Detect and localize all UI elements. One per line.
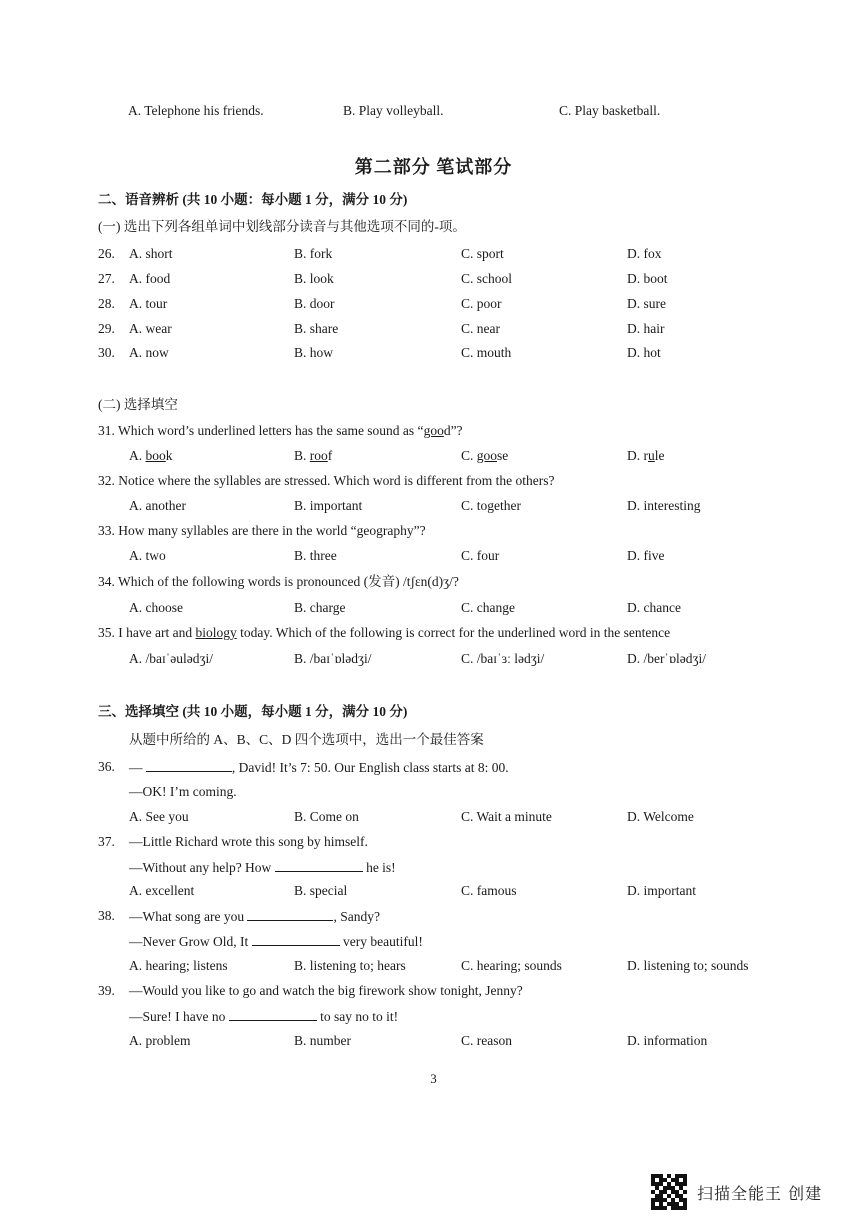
option-c: C. poor [461,296,502,311]
question-35-options [0,649,867,669]
option-d: D. chance [627,600,681,615]
question-31-options [0,446,867,466]
question-27: 27. A. food B. look C. school D. boot [0,269,867,289]
question-33-options [0,546,867,566]
question-39-options [0,1031,867,1051]
option-c: C. /baɪˈɜː lədʒi/ [461,651,545,666]
option-d: D. fox [627,246,662,261]
option-d: D. boot [627,271,668,286]
option-c: C. sport [461,246,504,261]
option-a: A. tour [129,296,168,311]
option-b: B. listening to; hears [294,958,406,973]
question-28: 28. A. tour B. door C. poor D. sure [0,294,867,314]
answer-blank [252,931,340,946]
question-38-line2: —Never Grow Old, It very beautiful! [0,931,867,951]
option-c: C. near [461,321,500,336]
option-a: A. wear [129,321,172,336]
option-b: B. special [294,883,348,898]
question-31-stem: 31. Which word’s underlined letters has the same sound as “good”? [98,423,463,438]
question-37-options [0,881,867,901]
top-option-a: A. Telephone his friends. [128,103,264,118]
question-33-stem: 33. How many syllables are there in the world “geography”? [98,523,426,538]
question-39-line1: 39. —Would you like to go and watch the big firework show tonight, Jenny? [98,983,523,998]
question-37-line1: 37. —Little Richard wrote this song by himself. [98,834,368,849]
question-36-line1: 36. — , David! It’s 7: 50. Our English class starts at 8: 00. [98,759,509,775]
question-38-options [0,956,867,976]
option-b: B. roof [294,448,333,463]
option-b: B. /baɪˈɒlədʒi/ [294,651,372,666]
page-number: 3 [430,1071,437,1086]
question-36-line2: —OK! I’m coming. [129,784,237,799]
option-d: D. hot [627,345,661,360]
option-a: A. food [129,271,171,286]
answer-blank [275,857,363,872]
option-a: A. hearing; listens [129,958,228,973]
option-a: A. short [129,246,173,261]
question-37-line2: —Without any help? How he is! [0,857,867,877]
option-d: D. interesting [627,498,701,513]
option-a: A. excellent [129,883,195,898]
option-c: C. change [461,600,515,615]
option-a: A. another [129,498,186,513]
question-29: 29. A. wear B. share C. near D. hair [0,319,867,339]
option-b: B. number [294,1033,351,1048]
section2-heading: 二、语音辨析 (共 10 小题：每小题 1 分，满分 10 分) [98,192,408,207]
option-b: B. how [294,345,334,360]
option-d: D. sure [627,296,666,311]
option-b: B. three [294,548,337,563]
option-d: D. /berˈɒlədʒi/ [627,651,707,666]
question-26: 26. A. short B. fork C. sport D. fox [0,244,867,264]
scanner-watermark [651,1173,822,1211]
top-options-row [0,101,867,121]
section2-sub2: (二) 选择填空 [98,397,178,412]
option-a: A. two [129,548,166,563]
question-39-line2: —Sure! I have no to say no to it! [0,1006,867,1026]
option-a: A. See you [129,809,189,824]
question-38-line1: 38. —What song are you , Sandy? [98,908,380,924]
option-b: B. important [294,498,363,513]
answer-blank [229,1006,317,1021]
option-a: A. book [129,448,173,463]
option-c: C. famous [461,883,517,898]
option-a: A. /baɪˈəulədʒi/ [129,651,213,666]
option-c: C. hearing; sounds [461,958,562,973]
option-d: D. Welcome [627,809,694,824]
top-option-b: B. Play volleyball. [343,103,444,118]
option-b: B. look [294,271,334,286]
question-34-stem: 34. Which of the following words is pronounced (发音) /tʃɛn(d)ʒ/? [98,574,459,589]
option-b: B. Come on [294,809,359,824]
option-a: A. problem [129,1033,191,1048]
answer-blank [146,757,232,772]
footer-text: 扫描全能王 创建 [697,1183,823,1203]
option-a: A. now [129,345,169,360]
option-d: D. listening to; sounds [627,958,749,973]
section3-instruction: 从题中所给的 A、B、C、D 四个选项中，选出一个最佳答案 [129,732,484,747]
option-b: B. fork [294,246,333,261]
option-c: C. four [461,548,500,563]
answer-blank [247,906,333,921]
option-d: D. information [627,1033,708,1048]
option-d: D. important [627,883,696,898]
option-c: C. reason [461,1033,512,1048]
option-d: D. rule [627,448,665,463]
option-c: C. goose [461,448,509,463]
option-c: C. Wait a minute [461,809,552,824]
option-a: A. choose [129,600,183,615]
question-36-options [0,807,867,827]
top-option-c: C. Play basketball. [559,103,661,118]
option-b: B. charge [294,600,346,615]
section2-sub1: (一) 选出下列各组单词中划线部分读音与其他选项不同的-项。 [98,219,466,234]
option-c: C. together [461,498,521,513]
option-d: D. five [627,548,665,563]
question-32-options [0,496,867,516]
question-32-stem: 32. Notice where the syllables are stressed. Which word is different from the others? [98,473,555,488]
option-c: C. school [461,271,513,286]
option-b: B. share [294,321,339,336]
part-title: 第二部分 笔试部分 [354,157,513,177]
option-c: C. mouth [461,345,512,360]
section3-heading: 三、选择填空 (共 10 小题，每小题 1 分，满分 10 分) [98,704,408,719]
question-34-options [0,598,867,618]
question-35-stem: 35. I have art and biology today. Which of the following is correct for the underlined word in the sentence [98,625,671,640]
option-d: D. hair [627,321,665,336]
option-b: B. door [294,296,335,311]
qr-code-icon [651,1174,687,1210]
question-30: 30. A. now B. how C. mouth D. hot [0,343,867,363]
